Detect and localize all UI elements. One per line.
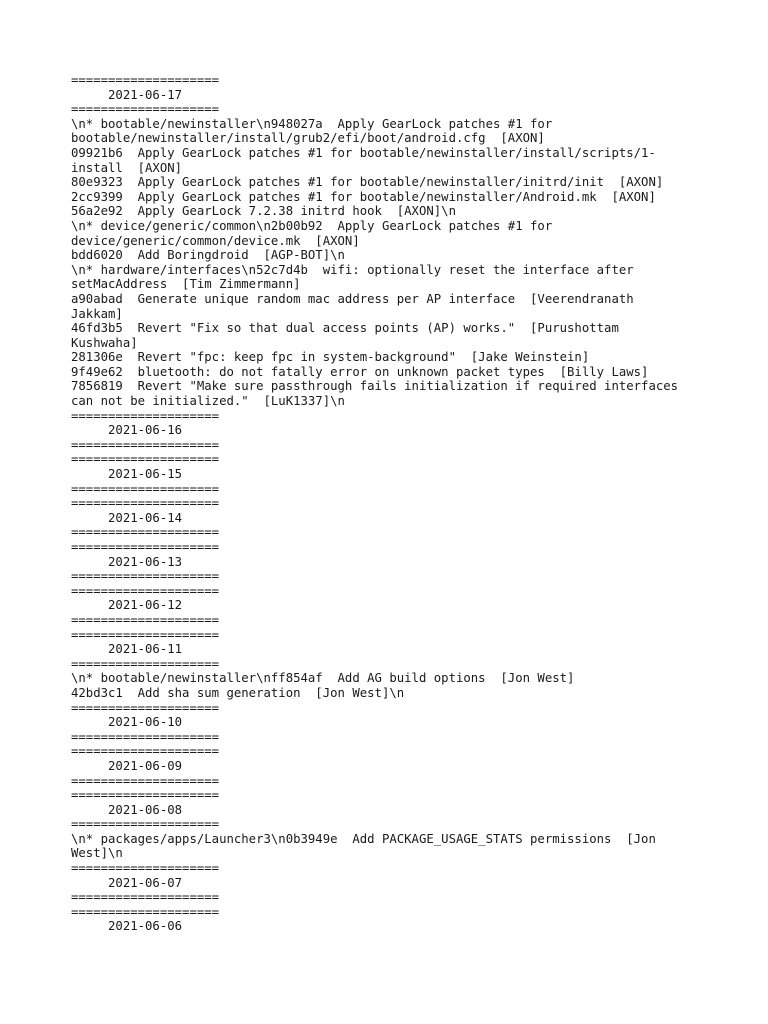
changelog-line: ==================== [71, 773, 220, 788]
changelog-line: device/generic/common/device.mk [AXON] [71, 233, 360, 248]
changelog-line: \n* hardware/interfaces\n52c7d4b wifi: optionally reset the interface after [71, 262, 634, 277]
changelog-line: \n* bootable/newinstaller\n948027a Apply GearLock patches #1 for [71, 116, 553, 131]
changelog-line: ==================== [71, 890, 220, 905]
changelog-line: ==================== [71, 452, 220, 467]
changelog-line: ==================== [71, 627, 220, 642]
changelog-line: 2021-06-06 [71, 919, 183, 934]
changelog-line: 2021-06-11 [71, 642, 183, 657]
changelog-line: ==================== [71, 525, 220, 540]
changelog-line: Kushwaha] [71, 335, 138, 350]
changelog-line: ==================== [71, 861, 220, 876]
changelog-line: ==================== [71, 437, 220, 452]
changelog-document [71, 73, 701, 934]
changelog-line: 2021-06-10 [71, 715, 183, 730]
changelog-line: ==================== [71, 612, 220, 627]
changelog-line: can not be initialized." [LuK1337]\n [71, 394, 345, 409]
changelog-line: bdd6020 Add Boringdroid [AGP-BOT]\n [71, 248, 345, 263]
changelog-line: 2021-06-09 [71, 758, 183, 773]
changelog-line: ==================== [71, 583, 220, 598]
changelog-line: \n* bootable/newinstaller\nff854af Add AG build options [Jon West] [71, 671, 575, 686]
changelog-line: 2021-06-07 [71, 875, 183, 890]
changelog-line: ==================== [71, 729, 220, 744]
changelog-line: 2021-06-13 [71, 554, 183, 569]
changelog-line: ==================== [71, 744, 220, 759]
changelog-line: 281306e Revert "fpc: keep fpc in system-background" [Jake Weinstein] [71, 350, 590, 365]
changelog-line: 2021-06-15 [71, 467, 183, 482]
changelog-line: ==================== [71, 408, 220, 423]
changelog-line: ==================== [71, 102, 220, 117]
changelog-line: setMacAddress [Tim Zimmermann] [71, 277, 301, 292]
changelog-line: \n* packages/apps/Launcher3\n0b3949e Add PACKAGE_USAGE_STATS permissions [Jon [71, 831, 656, 846]
changelog-line: ==================== [71, 496, 220, 511]
changelog-line: ==================== [71, 656, 220, 671]
changelog-line: ==================== [71, 817, 220, 832]
changelog-line: 42bd3c1 Add sha sum generation [Jon West]\n [71, 685, 405, 700]
changelog-line: 2021-06-12 [71, 598, 183, 613]
changelog-line: ==================== [71, 73, 220, 87]
changelog-line: 2021-06-14 [71, 510, 183, 525]
changelog-line: ==================== [71, 788, 220, 803]
changelog-line: 2021-06-17 [71, 87, 183, 102]
changelog-line: a90abad Generate unique random mac address per AP interface [Veerendranath [71, 291, 634, 306]
changelog-line: \n* device/generic/common\n2b00b92 Apply GearLock patches #1 for [71, 218, 553, 233]
changelog-line: 80e9323 Apply GearLock patches #1 for bootable/newinstaller/initrd/init [AXON] [71, 175, 664, 190]
changelog-line: ==================== [71, 904, 220, 919]
changelog-line: 9f49e62 bluetooth: do not fatally error on unknown packet types [Billy Laws] [71, 364, 649, 379]
changelog-line: 09921b6 Apply GearLock patches #1 for bootable/newinstaller/install/scripts/1- [71, 145, 656, 160]
changelog-line: bootable/newinstaller/install/grub2/efi/boot/android.cfg [AXON] [71, 131, 545, 146]
changelog-line: 2021-06-08 [71, 802, 183, 817]
changelog-line: 2021-06-16 [71, 423, 183, 438]
changelog-line: 7856819 Revert "Make sure passthrough fails initialization if required interfaces [71, 379, 679, 394]
changelog-line: ==================== [71, 481, 220, 496]
changelog-line: install [AXON] [71, 160, 183, 175]
changelog-line: 2cc9399 Apply GearLock patches #1 for bootable/newinstaller/Android.mk [AXON] [71, 189, 656, 204]
changelog-line: West]\n [71, 846, 123, 861]
changelog-line: ==================== [71, 540, 220, 554]
changelog-line: ==================== [71, 569, 220, 584]
changelog-line: 56a2e92 Apply GearLock 7.2.38 initrd hook [AXON]\n [71, 204, 456, 219]
changelog-line: 46fd3b5 Revert "Fix so that dual access points (AP) works." [Purushottam [71, 321, 619, 336]
changelog-line: Jakkam] [71, 306, 123, 321]
changelog-line: ==================== [71, 700, 220, 715]
